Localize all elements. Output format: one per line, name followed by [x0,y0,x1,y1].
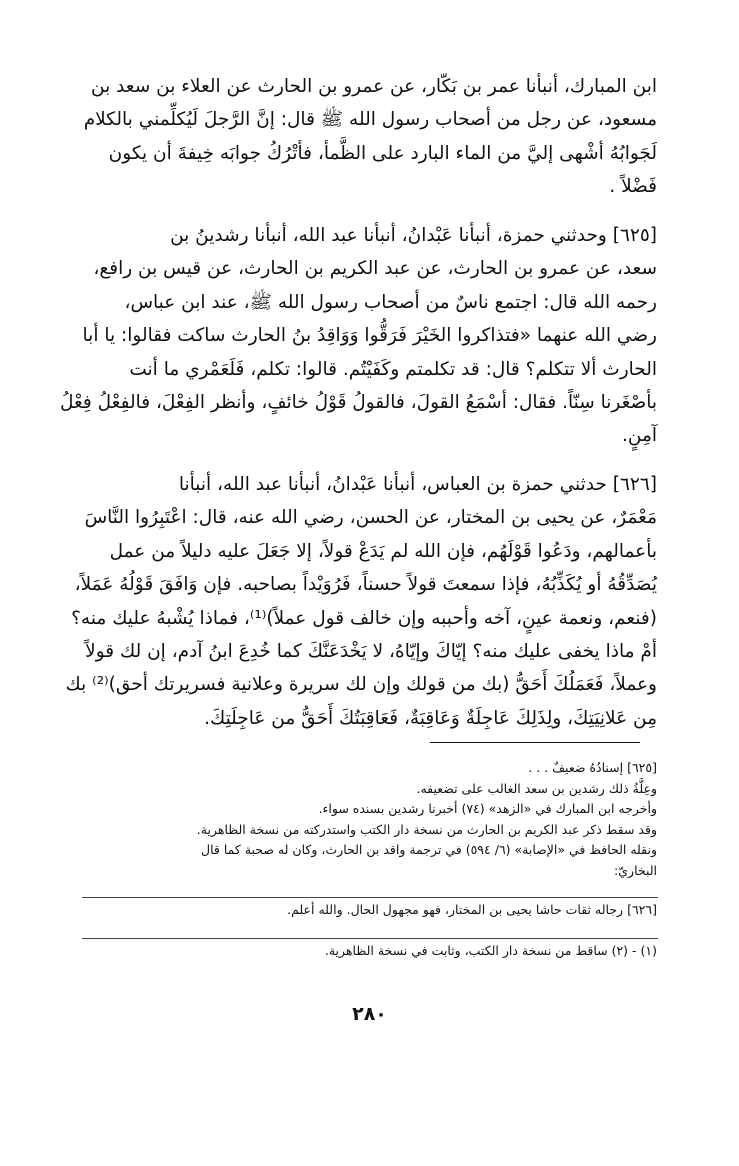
footnote-line: ونقله الحافظ في «الإصابة» (٦/ ٥٩٤) في ترجمة واقد بن الحارث، وكان له صحبة كما قال [201,842,657,857]
footnote-separator [82,938,658,939]
paragraph-625 [60,219,657,453]
text-line: وعملاً، فَعَمَلُكَ أَحَقُّ (بك من قولك وإن لك سريرة وعلانية فسريرتك أحق)⁽²⁾ بك [65,674,657,696]
text-line: فَضْلاً . [609,176,657,198]
footnote-626 [81,900,657,921]
text-line: أمْ ماذا يخفى عليك منه؟ إيّاكَ وإيّاهُ، لا يَخْدَعَنَّكَ كما خُدِعَ ابنُ آدم، إن لك قولاً [85,641,657,663]
paragraph-626 [65,468,657,735]
footnote-line: البخاريّ: [614,862,657,878]
footnote-line: وأخرجه ابن المبارك في «الزهد» (٧٤) أخبرنا رشدين بسنده سواء. [318,801,657,816]
footnote-line: وقد سقط ذكر عبد الكريم بن الحارث من نسخة دار الكتب واستدركته من نسخة الظاهرية. [196,821,657,837]
page-number: ٢٨٠ [352,1003,387,1025]
text-line: [٦٢٦] حدثني حمزة بن العباس، أنبأنا عَبْدانُ، أنبأنا عبد الله، أنبأنا [178,474,657,495]
text-line: بأعمالهم، ودَعُوا قَوْلَهُم، فإن الله لم يَدَعْ قولاً، إلا جَعَلَ عليه دليلاً من عمل [109,540,657,562]
text-line: بأصْغَرنا سِنّاً. فقال: أسْمَعُ القولَ، فالقولُ قَوْلُ خائفٍ، وأنظر الفِعْلَ، فالفِعْلُ فِعْلُ [60,392,657,414]
footnote-separator [82,897,658,898]
text-line: يُصَدِّقُهُ أو يُكَذِّبُهُ، فإذا سمعتَ قولاً حسناً، فَرُوَيْداً بصاحبه. فإن وَافَقَ قَوْلُهُ عَمَلاً، [74,574,657,596]
text-line: مسعود، عن رجل من أصحاب رسول الله ﷺ قال: إنَّ الرَّجلَ لَيُكلِّمني بالكلام [83,109,657,131]
text-line: ابن المبارك، أنبأنا عمر بن بَكّار، عن عمرو بن الحارث عن العلاء بن سعد بن [90,76,657,97]
footnote-625 [81,758,657,881]
text-line: رضي الله عنهما «فتذاكروا الخَيْرَ فَرَقُّوا وَوَاقِدُ بنُ الحارث ساكت فقالوا: يا أبا [82,325,657,347]
footnote-variants [81,941,657,962]
text-line: [٦٢٥] وحدثني حمزة، أنبأنا عَبْدانُ، أنبأنا عبد الله، أنبأنا رشدينُ بن [170,225,657,246]
text-line: رحمه الله قال: اجتمع ناسٌ من أصحاب رسول الله ﷺ، عند ابن عباس، [124,291,657,313]
paragraph-continuation [81,70,657,204]
text-line: لَجَوابُهُ أشْهى إليَّ من الماء البارد على الظَّمأ، فأتْرُكُ جوابَه خِيفةَ أن يكون [108,142,657,164]
text-line: سعد، عن عمرو بن الحارث، عن عبد الكريم بن الحارث، عن قيس بن رافع، [93,258,657,280]
text-line: (فنعم، ونعمة عينٍ، آخه وأحببه وإن خالف قول عملاً)⁽¹⁾، فماذا يُشْبهُ عليك منه؟ [71,607,657,629]
text-line: آمِنٍ. [621,425,657,447]
text-line: الحارث ألا تتكلم؟ قال: قد تكلمتم وكَفَيْتُم. قالوا: تكلم، فَلَعَمْري ما أنت [129,358,657,380]
footnote-line: وعِلَّةُ ذلك رشدين بن سعد الغالب على تضعيفه. [416,780,657,796]
footnote-divider [430,742,640,743]
footnote-line: (١) - (٢) ساقط من نسخة دار الكتب، وثابت في نسخة الظاهرية. [324,943,657,958]
text-line: مِن عَلانِيَتِكَ، ولِذَلِكَ عَاجِلَةٌ وَعَاقِبَةٌ، فَعَاقِبَتُكَ أَحَقُّ من عَاجِلَتِكَ. [204,707,657,729]
text-line: مَعْمَرٌ، عن يحيى بن المختار، عن الحسن، رضي الله عنه، قال: اعْتَبِرُوا النَّاسَ [84,507,657,529]
footnote-line: [٦٢٥] إسنادُهُ ضعيفٌ . . . [528,760,657,775]
footnote-line: [٦٢٦] رجاله ثقات حاشا يحيى بن المختار، فهو مجهول الحال. والله أعلم. [287,902,657,917]
